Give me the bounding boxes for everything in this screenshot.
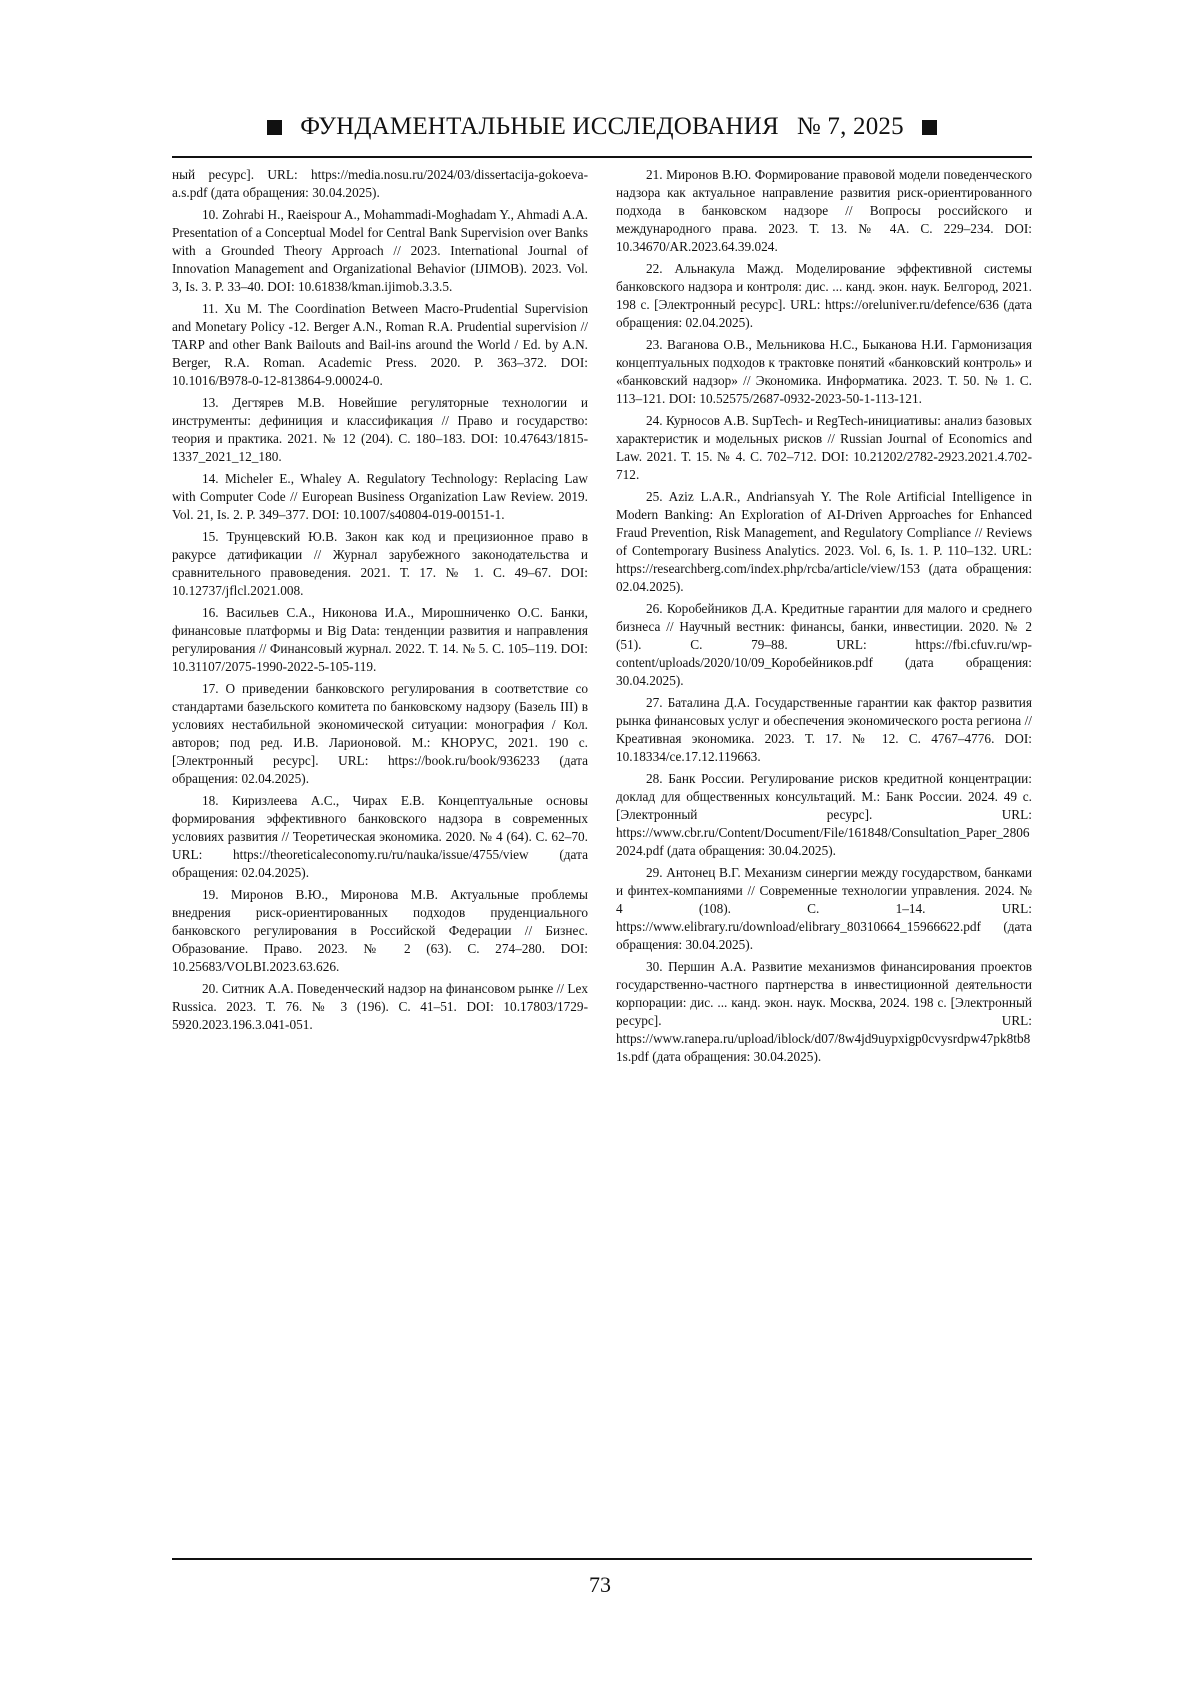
- reference-item: 29. Антонец В.Г. Механизм синергии между государством, банками и финтех-компаниями // Современные технологии управления. 2024. № 4 (108). С. 1–14. URL: https://www.elibrary.ru/download/elibrary_80310664_15966622.pdf (дата обращения: 30.04.2025).: [616, 864, 1032, 954]
- black-square-icon: [922, 120, 937, 135]
- reference-item: 24. Курносов А.В. SupTech- и RegTech-инициативы: анализ базовых характеристик и модельных рисков // Russian Journal of Economics and Law. 2021. Т. 15. № 4. С. 702–712. DOI: 10.21202/2782-2923.2021.4.702-712.: [616, 412, 1032, 484]
- reference-item: 27. Баталина Д.А. Государственные гарантии как фактор развития рынка финансовых услуг и обеспечения экономического роста региона // Креативная экономика. 2023. Т. 17. № 12. С. 4767–4776. DOI: 10.18334/ce.17.12.119663.: [616, 694, 1032, 766]
- running-header: [172, 111, 1032, 143]
- reference-item: 26. Коробейников Д.А. Кредитные гарантии для малого и среднего бизнеса // Научный вестник: финансы, банки, инвестиции. 2020. № 2 (51). С. 79–88. URL: https://fbi.cfuv.ru/wp-content/uploads/2020/10/09_Коробейников.pdf (дата обращения: 30.04.2025).: [616, 600, 1032, 690]
- reference-item: 23. Ваганова О.В., Мельникова Н.С., Быканова Н.И. Гармонизация концептуальных подходов к трактовке понятий «банковский контроль» и «банковский надзор» // Экономика. Информатика. 2023. Т. 50. № 1. С. 113–121. DOI: 10.52575/2687-0932-2023-50-1-113-121.: [616, 336, 1032, 408]
- reference-item: 13. Дегтярев М.В. Новейшие регуляторные технологии и инструменты: дефиниция и классификация // Право и государство: теория и практика. 2021. № 12 (204). С. 180–183. DOI: 10.47643/1815-1337_2021_12_180.: [172, 394, 588, 466]
- reference-item: 21. Миронов В.Ю. Формирование правовой модели поведенческого надзора как актуальное направление развития риск-ориентированного подхода в банковском надзоре // Вопросы российского и международного права. 2023. Т. 13. № 4А. С. 229–234. DOI: 10.34670/AR.2023.64.39.024.: [616, 166, 1032, 256]
- black-square-icon: [267, 120, 282, 135]
- header-rule: [172, 156, 1032, 158]
- reference-item: 11. Xu M. The Coordination Between Macro-Prudential Supervision and Monetary Policy -12. Berger A.N., Roman R.A. Prudential supervision // TARP and other Bank Bailouts and Bail-ins around the World / Ed. by A.N. Berger, R.A. Roman. Academic Press. 2020. P. 363–372. DOI: 10.1016/B978-0-12-813864-9.00024-0.: [172, 300, 588, 390]
- reference-item: 17. О приведении банковского регулирования в соответствие со стандартами базельского комитета по банковскому надзору (Базель III) в условиях нестабильной экономической ситуации: монография / Кол. авторов; под ред. И.В. Ларионовой. М.: КНОРУС, 2021. 190 с. [Электронный ресурс]. URL: https://book.ru/book/936233 (дата обращения: 02.04.2025).: [172, 680, 588, 788]
- references-column-right: [616, 166, 1032, 1070]
- reference-item: 20. Ситник А.А. Поведенческий надзор на финансовом рынке // Lex Russica. 2023. Т. 76. № 3 (196). С. 41–51. DOI: 10.17803/1729-5920.2023.196.3.041-051.: [172, 980, 588, 1034]
- journal-title: ФУНДАМЕНТАЛЬНЫЕ ИССЛЕДОВАНИЯ: [300, 113, 779, 141]
- reference-item: ный ресурс]. URL: https://media.nosu.ru/2024/03/dissertacija-gokoeva-a.s.pdf (дата обращения: 30.04.2025).: [172, 166, 588, 202]
- reference-item: 22. Альнакула Мажд. Моделирование эффективной системы банковского надзора и контроля: дис. ... канд. экон. наук. Белгород, 2021. 198 с. [Электронный ресурс]. URL: https://oreluniver.ru/defence/636 (дата обращения: 02.04.2025).: [616, 260, 1032, 332]
- reference-item: 28. Банк России. Регулирование рисков кредитной концентрации: доклад для общественных консультаций. М.: Банк России. 2024. 49 с. [Электронный ресурс]. URL: https://www.cbr.ru/Content/Document/File/161848/Consultation_Paper_28062024.pdf (дата обращения: 30.04.2025).: [616, 770, 1032, 860]
- reference-item: 15. Трунцевский Ю.В. Закон как код и прецизионное право в ракурсе датификации // Журнал зарубежного законодательства и сравнительного правоведения. 2021. Т. 17. № 1. С. 49–67. DOI: 10.12737/jflcl.2021.008.: [172, 528, 588, 600]
- page-number: 73: [0, 1572, 1200, 1598]
- reference-item: 16. Васильев С.А., Никонова И.А., Мирошниченко О.С. Банки, финансовые платформы и Big Data: тенденции развития и направления регулирования // Финансовый журнал. 2022. Т. 14. № 5. С. 105–119. DOI: 10.31107/2075-1990-2022-5-105-119.: [172, 604, 588, 676]
- reference-item: 14. Micheler E., Whaley A. Regulatory Technology: Replacing Law with Computer Code // European Business Organization Law Review. 2019. Vol. 21, Is. 2. P. 349–377. DOI: 10.1007/s40804-019-00151-1.: [172, 470, 588, 524]
- references-column-left: [172, 166, 588, 1038]
- reference-item: 30. Першин А.А. Развитие механизмов финансирования проектов государственно-частного партнерства в инвестиционной деятельности корпорации: дис. ... канд. экон. наук. Москва, 2024. 198 с. [Электронный ресурс]. URL: https://www.ranepa.ru/upload/iblock/d07/8w4jd9uypxigp0cvysrdpw47pk8tb81s.pdf (дата обращения: 30.04.2025).: [616, 958, 1032, 1066]
- footer-rule: [172, 1558, 1032, 1560]
- reference-item: 10. Zohrabi H., Raeispour A., Mohammadi-Moghadam Y., Ahmadi A.A. Presentation of a Conceptual Model for Central Bank Supervision over Banks with a Grounded Theory Approach // 2023. International Journal of Innovation Management and Organizational Behavior (IJIMOB). 2023. Vol. 3, Is. 3. P. 33–40. DOI: 10.61838/kman.ijimob.3.3.5.: [172, 206, 588, 296]
- issue-number: № 7, 2025: [797, 113, 904, 141]
- reference-item: 19. Миронов В.Ю., Миронова М.В. Актуальные проблемы внедрения риск-ориентированных подходов пруденциального банковского регулирования в Российской Федерации // Бизнес. Образование. Право. 2023. № 2 (63). С. 274–280. DOI: 10.25683/VOLBI.2023.63.626.: [172, 886, 588, 976]
- reference-item: 18. Киризлеева А.С., Чирах Е.В. Концептуальные основы формирования эффективного банковского надзора в современных условиях развития // Теоретическая экономика. 2020. № 4 (64). С. 62–70. URL: https://theoreticaleconomy.ru/ru/nauka/issue/4755/view (дата обращения: 02.04.2025).: [172, 792, 588, 882]
- reference-item: 25. Aziz L.A.R., Andriansyah Y. The Role Artificial Intelligence in Modern Banking: An Exploration of AI-Driven Approaches for Enhanced Fraud Prevention, Risk Management, and Regulatory Compliance // Reviews of Contemporary Business Analytics. 2023. Vol. 6, Is. 1. P. 110–132. URL: https://researchberg.com/index.php/rcba/article/view/153 (дата обращения: 02.04.2025).: [616, 488, 1032, 596]
